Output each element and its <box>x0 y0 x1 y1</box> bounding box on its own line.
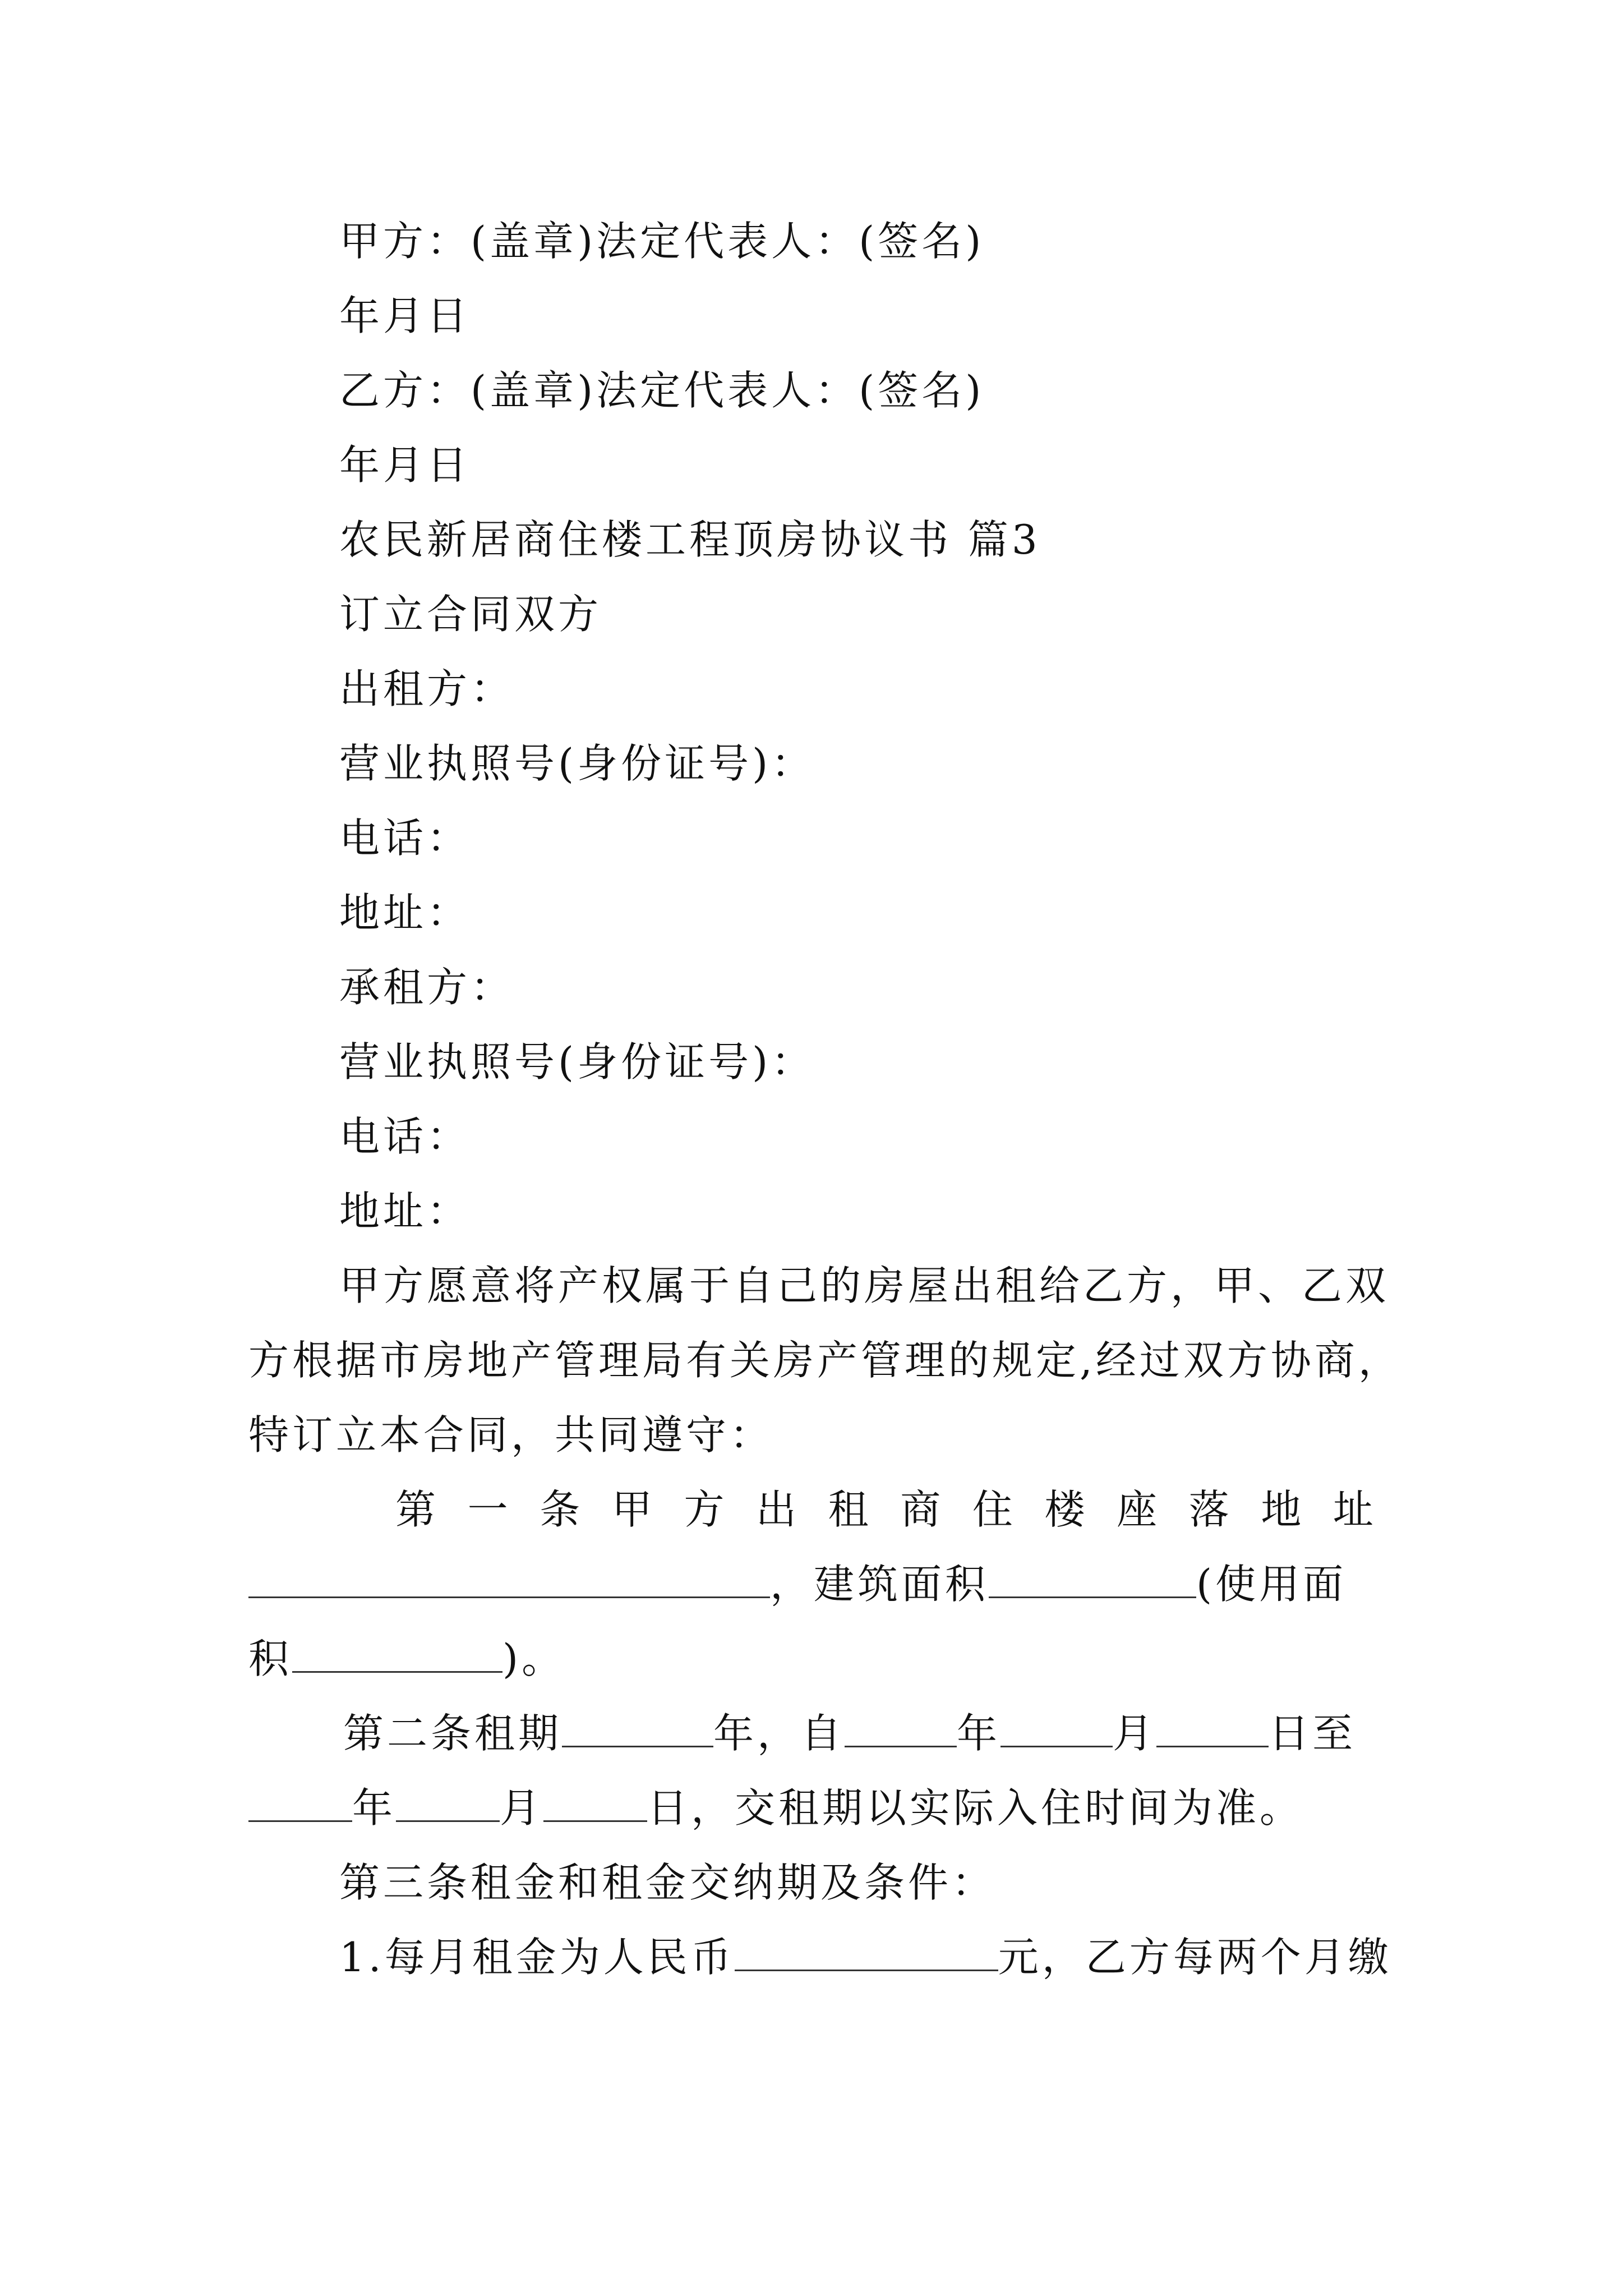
end-year-blank <box>248 1786 352 1822</box>
building-area-label: ，建筑面积 <box>770 1561 989 1608</box>
article-2-text: 年 <box>957 1710 1001 1757</box>
lessor-address-field: 地址： <box>339 889 471 936</box>
lessor-license-field: 营业执照号(身份证号)： <box>339 740 815 787</box>
article-1-line-2 <box>248 1559 1347 1609</box>
article-1-char: 条 <box>540 1486 584 1533</box>
lessee-license-field: 营业执照号(身份证号)： <box>339 1038 815 1085</box>
lessor-phone-field: 电话： <box>339 815 471 862</box>
article-2-text: 月 <box>500 1784 544 1832</box>
party-b-signature-line: 乙方：(盖章)法定代表人：(签名) <box>339 367 985 414</box>
start-month-blank <box>1000 1711 1113 1747</box>
preamble-line-3: 特订立本合同，共同遵守： <box>248 1411 774 1458</box>
end-month-blank <box>396 1786 500 1822</box>
building-area-blank <box>989 1562 1196 1598</box>
article-2-text: 月 <box>1113 1710 1157 1757</box>
usable-area-label-end: 积 <box>248 1635 293 1682</box>
payment-frequency-text: 元，乙方每两个月缴 <box>998 1934 1392 1981</box>
address-blank <box>248 1562 770 1598</box>
article-1-char: 甲 <box>611 1486 656 1533</box>
article-1-char: 址 <box>1332 1486 1377 1533</box>
article-3-title: 第三条租金和租金交纳期及条件： <box>339 1859 996 1906</box>
usable-area-label: (使用面 <box>1196 1561 1347 1608</box>
article-1-char: 楼 <box>1044 1486 1089 1533</box>
start-year-blank <box>845 1711 957 1747</box>
article-1-line-1 <box>395 1484 1377 1535</box>
article-1-close: )。 <box>502 1635 566 1682</box>
lessee-phone-field: 电话： <box>339 1113 471 1160</box>
article-1-char: 第 <box>395 1486 440 1533</box>
party-a-date-line: 年月日 <box>339 292 471 339</box>
article-1-char: 一 <box>467 1486 511 1533</box>
lessor-label: 出租方： <box>339 665 515 712</box>
document-heading: 农民新居商住楼工程顶房协议书 篇3 <box>339 516 1041 563</box>
article-3-item-1 <box>339 1932 1392 1982</box>
article-2-text: 年，自 <box>713 1710 845 1757</box>
article-1-char: 方 <box>684 1486 728 1533</box>
article-1-char: 租 <box>828 1486 872 1533</box>
parties-intro: 订立合同双方 <box>339 591 602 638</box>
preamble-line-2: 方根据市房地产管理局有关房产管理的规定,经过双方协商， <box>248 1337 1402 1384</box>
start-day-blank <box>1156 1711 1269 1747</box>
article-2-text: 日至 <box>1269 1710 1357 1757</box>
article-2-text: 日，交租期以实际入住时间为准。 <box>647 1784 1304 1832</box>
article-1-char: 落 <box>1188 1486 1233 1533</box>
preamble-line-1: 甲方愿意将产权属于自己的房屋出租给乙方，甲、乙双 <box>339 1262 1390 1309</box>
article-2-text: 年 <box>352 1784 396 1832</box>
article-2-line-1 <box>343 1708 1356 1759</box>
article-1-char: 出 <box>756 1486 800 1533</box>
usable-area-blank <box>292 1636 502 1673</box>
article-1-title-chars <box>395 1484 1377 1535</box>
lessee-label: 承租方： <box>339 964 515 1011</box>
article-2-line-2 <box>248 1783 1303 1833</box>
party-a-signature-line: 甲方：(盖章)法定代表人：(签名) <box>339 218 985 265</box>
article-2-title: 第二条租期 <box>343 1710 562 1757</box>
lessee-address-field: 地址： <box>339 1188 471 1235</box>
article-1-char: 座 <box>1117 1486 1161 1533</box>
article-1-char: 商 <box>900 1486 944 1533</box>
article-1-char: 住 <box>972 1486 1016 1533</box>
article-1-char: 地 <box>1261 1486 1305 1533</box>
lease-years-blank <box>562 1711 713 1747</box>
party-b-date-line: 年月日 <box>339 441 471 489</box>
monthly-rent-blank <box>735 1935 998 1971</box>
end-day-blank <box>543 1786 647 1822</box>
article-1-line-3 <box>248 1634 565 1684</box>
monthly-rent-label: 1.每月租金为人民币 <box>339 1934 735 1981</box>
